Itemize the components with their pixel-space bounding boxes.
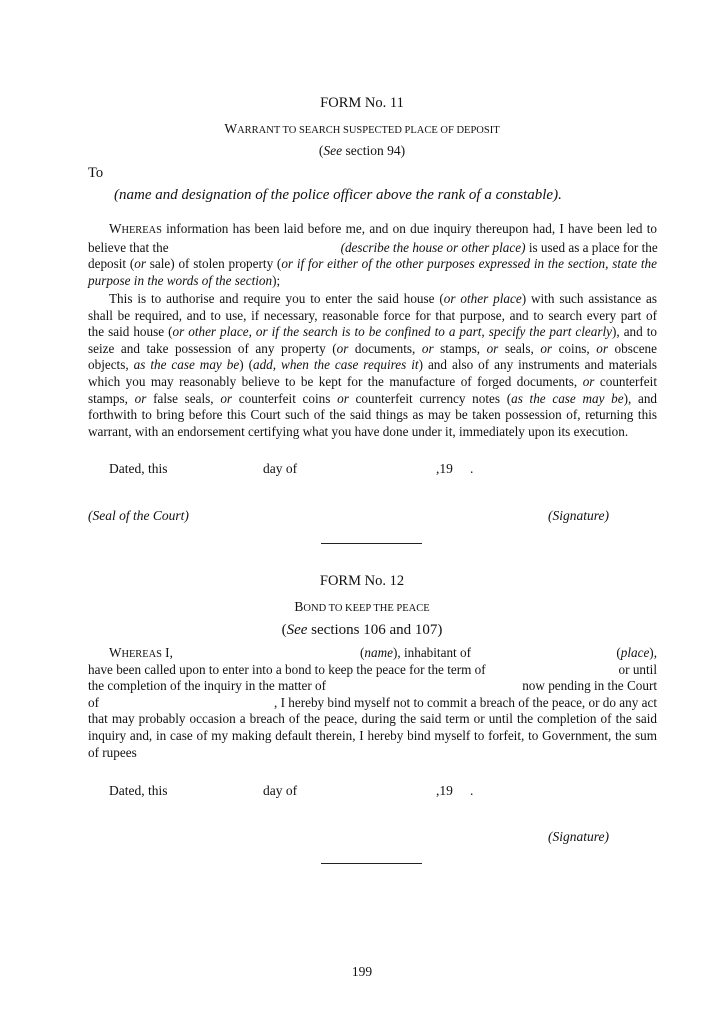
paragraph-line: warrant, with an endorsement certifying what you have done under it, immediately upon its execution. [88,423,629,439]
italic-text: or other place, or if the search is to be confined to a part, specify the part clearly [172,324,613,340]
seal-of-court [88,508,189,524]
text: sale) of stolen property ( [146,256,282,272]
italic-text: or if for either of the other purposes expressed in the section, state the [281,256,657,272]
form-11-section-ref [0,143,724,159]
to-label: To [88,165,104,181]
whereas-rest: HEREAS [121,225,162,236]
text: ); [272,272,281,288]
text: now pending in the Court [522,678,657,694]
paragraph-line [88,324,657,341]
paragraph-line: forthwith to bring before this Court such of the said things as may be taken possession of, returning this [88,407,657,423]
text: of [88,694,99,710]
paren: ( [281,622,287,638]
section-divider [321,543,422,544]
page-number: 199 [351,964,373,979]
italic-text: or [337,390,349,406]
text: the completion of the inquiry in the matter of [88,678,327,694]
form-12-year: ,19 [436,783,453,798]
form-11-subtitle [0,121,724,137]
text: ) ( [239,357,253,373]
text: counterfeit coins [232,390,338,406]
paragraph-line [88,678,657,695]
form-12-paragraph [88,645,657,761]
whereas-rest: HEREAS [121,649,162,660]
form-12-subtitle-rest: OND TO KEEP THE PEACE [303,603,430,614]
italic-text: name [364,645,393,660]
text: documents, [348,340,422,356]
form-12-subtitle-initial: B [294,599,304,614]
text: ), [649,645,657,660]
paragraph-line [88,645,657,662]
italic-text: or [336,340,349,356]
text: ), inhabitant of [392,645,471,660]
paragraph-line [88,357,657,374]
addressee-line: (name and designation of the police officer above the rank of a constable). [114,187,562,203]
italic-text: or [134,390,147,406]
form-11-year: ,19 [436,461,453,476]
form-12-dated-label: Dated, this [109,783,168,798]
italic-text: or [486,340,499,356]
whereas-initial: W [109,221,122,236]
text: objects, [88,357,134,373]
form-12-subtitle [0,599,724,615]
text: ), and [623,390,658,406]
form-11-signature: (Signature) [548,508,609,523]
text: seize and take possession of any property ( [88,340,337,356]
paragraph-line [88,256,657,273]
text: deposit ( [88,256,135,272]
italic-text: as the case may be [511,390,624,406]
text: I, [161,645,173,660]
form-11-subtitle-initial: W [224,121,238,136]
form-11-paragraph-2 [88,291,657,440]
text: ), and to [612,324,657,340]
paragraph-line [88,240,657,257]
paragraph-line [88,291,657,308]
paragraph-line: inquiry and, in case of my making default therein, I hereby bind myself to forfeit, to Government, the sum [88,727,657,743]
paragraph-line [88,695,657,712]
italic-text: add, when the case requires it [252,357,419,373]
text: information has been laid before me, and on due inquiry thereupon had, I have been led to [161,221,657,236]
paragraph-line: shall be required, and to use, if necessary, reasonable force for that purpose, and to search every part of [88,307,657,323]
form-12-title: FORM No. 12 [319,573,405,589]
form-12-day-of: day of [263,783,298,798]
text: have been called upon to enter into a bond to keep the peace for the term of [88,661,486,677]
see-word: See [323,143,343,158]
italic-text: or [582,373,595,389]
italic-text: purpose in the words of the section [88,272,273,288]
section-divider [321,863,422,864]
italic-text: or [540,340,553,356]
whereas-initial: W [109,645,122,660]
text: ( [360,645,365,660]
form-11-dot: . [470,461,474,476]
seal-text: (Seal of the Court) [88,508,189,523]
paren: ( [318,143,324,158]
form-12-section-ref [0,622,724,639]
text: This is to authorise and require you to enter the said house ( [109,291,444,306]
text: , I hereby bind myself not to commit a breach of the peace, or do any act [273,694,657,710]
paragraph-line [88,662,657,679]
form-11-title: FORM No. 11 [320,95,404,111]
form-12-dot: . [470,783,474,798]
form-11-dated-label: Dated, this [109,461,168,476]
italic-text: place [620,645,650,660]
text: ) with such assistance as [521,291,657,306]
text: believe that the [88,239,169,255]
italic-text: or [596,340,608,356]
paragraph-line: that may probably occasion a breach of the peace, during the said term or until the completion of the said [88,711,657,727]
paragraph-line [88,391,657,408]
text: seals, [498,340,541,356]
form-11-subtitle-rest: ARRANT TO SEARCH SUSPECTED PLACE OF DEPOSIT [237,125,500,136]
italic-text: or [421,340,434,356]
paragraph-line: of rupees [88,744,137,760]
text: counterfeit [594,373,657,389]
paragraph-line [88,273,657,290]
see-word: See [286,622,308,638]
paragraph-line [88,221,657,240]
italic-text: or [220,390,233,406]
text: ( [616,645,621,660]
paragraph-line [88,374,657,391]
form-12-signature: (Signature) [548,829,609,844]
text: coins, [552,340,597,356]
text: is used as a place for the [525,239,658,255]
italic-text: (describe the house or other place) [340,239,526,255]
form-11-day-of: day of [263,461,298,476]
text: which you may reasonably believe to be kept for the manufacture of forged documents, [88,373,583,389]
italic-text: or [134,256,146,272]
italic-text: or other place [443,291,522,306]
text: false seals, [146,390,221,406]
text: stamps, [88,390,135,406]
paragraph-line [88,341,657,358]
text: or until [618,661,657,677]
form-11-paragraph-1 [88,221,657,289]
text: stamps, [433,340,487,356]
italic-text: as the case may be [133,357,240,373]
text: ) and also of any instruments and materials [418,357,658,373]
name-placeholder [360,645,471,662]
section-number: sections 106 and 107) [307,622,443,638]
text: the said house ( [88,324,173,340]
place-placeholder [616,645,657,662]
section-number: section 94) [342,143,406,158]
text: obscene [607,340,657,356]
text: counterfeit currency notes ( [348,390,512,406]
